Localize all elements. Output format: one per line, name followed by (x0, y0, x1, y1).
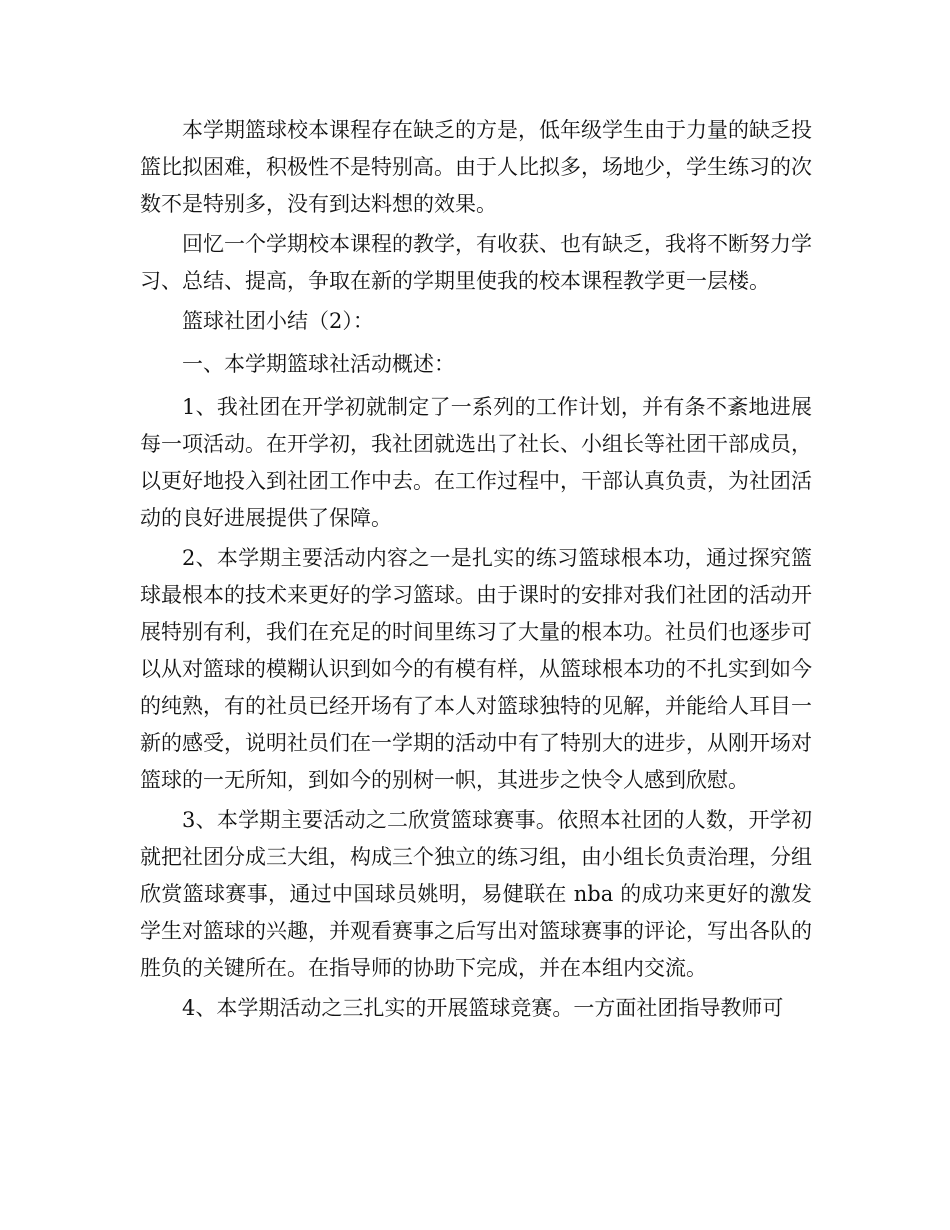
paragraph-item-1: 1、我社团在开学初就制定了一系列的工作计划，并有条不紊地进展每一项活动。在开学初，我社团就选出了社长、小组长等社团干部成员，以更好地投入到社团工作中去。在工作过程中，干部认真负责，为社团活动的良好进展提供了保障。 (140, 395, 812, 530)
section-title-summary-2: 篮球社团小结（2）： (182, 309, 374, 333)
section-heading-overview: 一、本学期篮球社活动概述： (182, 352, 455, 376)
paragraph-shortcomings: 本学期篮球校本课程存在缺乏的方是，低年级学生由于力量的缺乏投篮比拟困难，积极性不是特别高。由于人比拟多，场地少，学生练习的次数不是特别多，没有到达料想的效果。 (140, 118, 812, 216)
paragraph-reflection: 回忆一个学期校本课程的教学，有收获、也有缺乏，我将不断努力学习、总结、提高，争取在新的学期里使我的校本课程教学更一层楼。 (140, 232, 812, 293)
paragraph-item-4: 4、本学期活动之三扎实的开展篮球竞赛。一方面社团指导教师可 (182, 996, 784, 1020)
document-body (140, 112, 812, 1030)
paragraph-item-3: 3、本学期主要活动之二欣赏篮球赛事。依照本社团的人数，开学初就把社团分成三大组，构成三个独立的练习组，由小组长负责治理，分组欣赏篮球赛事，通过中国球员姚明，易健联在 nba 的成功来更好的激发学生对篮球的兴趣，并观看赛事之后写出对篮球赛事的评论，写出各队的胜负的关键所在。在指导师的协助下完成，并在本组内交流。 (140, 808, 812, 980)
paragraph-item-2: 2、本学期主要活动内容之一是扎实的练习篮球根本功，通过探究篮球最根本的技术来更好的学习篮球。由于课时的安排对我们社团的活动开展特别有利，我们在充足的时间里练习了大量的根本功。社员们也逐步可以从对篮球的模糊认识到如今的有模有样，从篮球根本功的不扎实到如今的纯熟，有的社员已经开场有了本人对篮球独特的见解，并能给人耳目一新的感受，说明社员们在一学期的活动中有了特别大的进步，从刚开场对篮球的一无所知，到如今的别树一帜，其进步之快令人感到欣慰。 (140, 546, 812, 792)
